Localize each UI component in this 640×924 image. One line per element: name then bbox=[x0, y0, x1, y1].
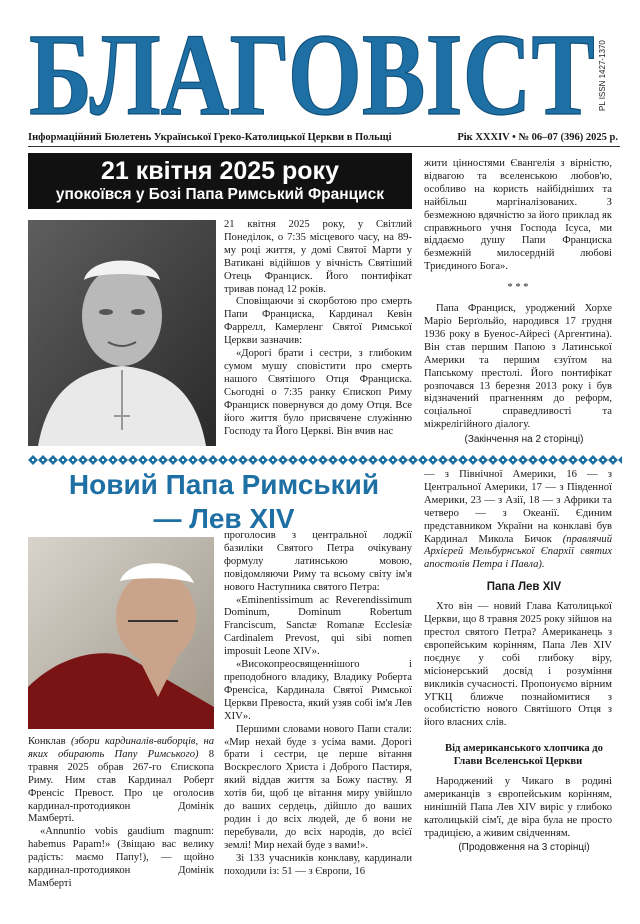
article1-paragraph: «Дорогі брати і сестри, з глибоким сумом мушу сповістити про смерть нашого Святішого Отця Франциска. Сьогодні о 7:35 ранку Єпископ Риму Франциск повернувся до дому Отця. Все його життя було присвячене служінню Господу та Його Церкві. Він вчив нас bbox=[224, 348, 412, 437]
article2-paragraph: Хто він — новий Глава Католицької Церкви, що 8 травня 2025 року зійшов на престол святого Петра? Американець з європейським корінням, Папа Лев XIV поєднує у собі глибоку віру, місіонерський досвід і розуміння викликів сучасності. Пропонуємо вірним УГКЦ ближче познайомитися з особистістю нового Святішого Отця з його власних слів. bbox=[424, 601, 612, 729]
article1-headline: 21 квітня 2025 року bbox=[101, 157, 339, 185]
masthead-title: БЛАГОВІСТ bbox=[29, 14, 595, 126]
text-run-italic: (правлячий Архієрей Мельбурнської Єпархії святих апостолів Петра і Павла). bbox=[424, 533, 612, 571]
article1-paragraph: Сповіщаючи зі скорботою про смерть Папи Франциска, Кардинал Кевін Фаррелл, Камерленг Святої Римської Церкви зазначив: bbox=[224, 296, 412, 347]
article1-continued-note: (Закінчення на 2 сторінці) bbox=[464, 434, 584, 446]
masthead-logo bbox=[28, 14, 596, 126]
article2-headline-line1: Новий Папа Римський bbox=[68, 469, 380, 500]
article1-subheadline: упокоївся у Бозі Папа Римський Франциск bbox=[55, 186, 385, 203]
issn-number: PL ISSN 1427-1370 bbox=[598, 40, 607, 112]
text-run: 8 травня 2025 обрав 267-го Єпископа Риму. Ним став Кардинал Роберт Френсіс Превост. Про це оголосив кардинал-протодиякон Домінік Мамберті. bbox=[28, 748, 214, 825]
article2-paragraph: «Високопреосвященнішого і преподобного владику, Владику Роберта Френсіса, Кардинала Святої Римської Церкви Превоста, який узяв собі ім'я Лев XIV». bbox=[224, 659, 412, 722]
article2-paragraph: Народжений у Чикаго в родині американців з європейським корінням, нинішній Папа Лев XIV виріс у глибоко католицькій сім'ї, де віра була не просто традицією, а живим свідченням. bbox=[424, 776, 612, 839]
article2-column3 bbox=[424, 469, 612, 855]
article1-column2 bbox=[424, 158, 612, 447]
article2-paragraph: Першими словами нового Папи стали: «Мир нехай буде з усіма вами. Дорогі брати і сестри, це перше вітання Воскреслого Христа і Доброго Пастиря, який віддав життя за Божу паству. Я хотів би, щоб це вітання миру увійшло до ваших сердець, дійшло до ваших родин і до всіх людей, де б вони не перебували, до всіх народів, до всієї землі! Мир нехай буде з вами!». bbox=[224, 723, 412, 851]
article2-column1 bbox=[28, 736, 214, 891]
article1-column1 bbox=[224, 219, 412, 438]
text-run-italic: (збори кардиналів-виборців, на яких обирають Папу Римського) bbox=[28, 736, 215, 760]
pope-francis-photo bbox=[28, 220, 216, 446]
pope-leo-photo bbox=[28, 537, 214, 729]
header-rule bbox=[28, 146, 620, 147]
text-run: — з Північної Америки, 16 — з Центральної Америки, 17 — з Південної Америки, 23 — з Азії, 18 — з Африки та четверо — з Океанії. Єдиним представником України на конклаві був Кардинал Микола Бичок bbox=[424, 469, 612, 545]
subhead-pope-leo: Папа Лев XIV bbox=[486, 581, 562, 594]
article2-paragraph: Зі 133 учасників конклаву, кардинали походили із: 51 — з Європи, 16 bbox=[224, 852, 412, 877]
article2-paragraph: проголосив з центральної лоджії базиліки Святого Петра очікувану формулу латинською мовою, повідомляючи Риму та всьому світу ім'я нового Наступника святого Петра: bbox=[224, 530, 412, 593]
ornament-divider bbox=[28, 452, 622, 462]
article2-continued-note: (Продовження на 3 сторінці) bbox=[458, 841, 590, 853]
publication-subtitle: Інформаційний Бюлетень Української Греко-Католицької Церкви в Польщі bbox=[28, 132, 392, 143]
article1-banner bbox=[28, 153, 412, 209]
article2-paragraph: «Eminentissimum ac Reverendissimum Dominum, Dominum Robertum Franciscum, Sanctæ Romanæ Ecclesiæ Cardinalem Prevost, qui sibi nomen imposuit Leone XIV». bbox=[224, 594, 412, 658]
article1-paragraph: Папа Франциск, уроджений Хорхе Маріо Берґольйо, народився 17 грудня 1936 року в Буенос-Айресі (Аргентина). Він став першим Папою з Латинської Америки та першим єзуїтом на Папському престолі. Його понтифікат розпочався 13 березня 2013 року і був відзначений прагненням до реформ, соціальної справедливості та міжрелігійного діалогу. bbox=[424, 303, 612, 431]
section-stars: * * * bbox=[507, 282, 529, 294]
text-run: Конклав bbox=[28, 736, 71, 747]
article2-paragraph bbox=[424, 469, 612, 572]
article2-paragraph bbox=[28, 736, 214, 826]
article1-paragraph: 21 квітня 2025 року, у Світлий Понеділок, о 7:35 місцевого часу, на 89-му році життя, у домі Святої Марти у Ватикані відійшов у вічність Святіший Отець Франциск. Його понтифікат тривав понад 12 років. bbox=[224, 219, 412, 295]
subhead-american-boy: Від американського хлопчика до Глави Вселенської Церкви bbox=[445, 743, 603, 768]
article2-headline bbox=[36, 468, 412, 536]
article2-paragraph: «Annuntio vobis gaudium magnum: habemus Papam!» (Звіщаю вас велику радість: маємо Папу!), — щойно кардинал-протодиякон Домінік Мамберті bbox=[28, 826, 214, 889]
article1-paragraph: жити цінностями Євангелія з вірністю, відвагою та вселенською любов'ю, особливо на користь найбідніших та найбільш маргіналізованих. З безмежною вдячністю за його приклад як справжнього учня Господа Ісуса, ми віддаємо душу Папи Франциска безмежній милосердній любові Триєдиного Бога». bbox=[424, 158, 612, 273]
article2-headline-line2: — Лев XIV bbox=[153, 503, 295, 534]
issue-info: Рік XXXIV • № 06–07 (396) 2025 р. bbox=[457, 132, 618, 143]
article2-column2 bbox=[224, 530, 412, 878]
